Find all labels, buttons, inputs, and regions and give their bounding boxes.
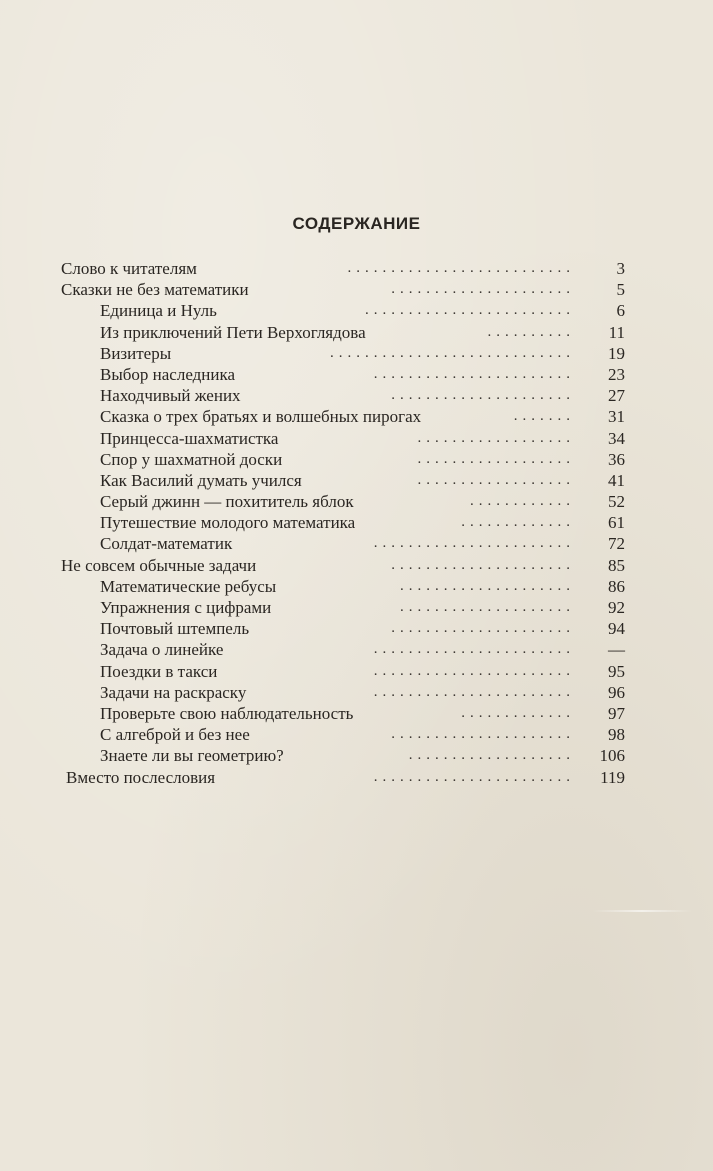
toc-entry xyxy=(0,491,713,512)
toc-page-number: 52 xyxy=(608,492,625,512)
dot-leader: ....................... xyxy=(373,768,575,785)
toc-entry xyxy=(0,745,713,766)
toc-page-number: 119 xyxy=(600,767,625,787)
toc-entry-title: Проверьте свою наблюдательность xyxy=(100,703,354,723)
dot-leader: ....................... xyxy=(373,683,575,700)
toc-entry-title: Математические ребусы xyxy=(100,576,277,596)
toc-page-number: 61 xyxy=(608,513,625,533)
dot-leader: ....................... xyxy=(373,662,575,679)
toc-entry xyxy=(0,322,713,343)
toc-page-number: 97 xyxy=(608,703,625,723)
toc-entry-title: Находчивый жених xyxy=(100,386,241,406)
toc-entry-title: Упражнения с цифрами xyxy=(100,598,272,617)
dot-leader: .......................... xyxy=(347,260,575,276)
toc-page-number: 34 xyxy=(608,428,625,448)
dot-leader: .......... xyxy=(487,323,575,340)
toc-entry-title: Не совсем обычные задачи xyxy=(61,555,257,575)
toc-entry-title: Задачи на раскраску xyxy=(100,682,247,702)
toc-entry-title: Вместо послесловия xyxy=(66,767,216,787)
dot-leader: ........................ xyxy=(365,302,575,319)
toc-page-number: 86 xyxy=(608,576,625,596)
dot-leader: ............................ xyxy=(330,344,575,361)
toc-entry xyxy=(0,533,713,554)
toc-page-number: 3 xyxy=(616,259,625,278)
toc-entry xyxy=(0,682,713,703)
toc-entry-title: Путешествие молодого математика xyxy=(100,513,356,533)
toc-entry xyxy=(0,576,713,597)
toc-page-number: 6 xyxy=(616,301,625,321)
toc-entry xyxy=(0,703,713,724)
toc-entry xyxy=(0,364,713,385)
toc-page-number: 5 xyxy=(616,280,625,300)
toc-entry-title: Спор у шахматной доски xyxy=(100,449,283,469)
contents-heading: СОДЕРЖАНИЕ xyxy=(292,214,421,233)
table-of-contents xyxy=(0,258,713,788)
toc-entry-title: Задача о линейке xyxy=(100,640,224,660)
dot-leader: .................... xyxy=(400,577,575,594)
toc-entry xyxy=(0,258,713,279)
toc-page-number: 11 xyxy=(608,322,625,342)
toc-page-number: 98 xyxy=(608,725,625,745)
dot-leader: ..................... xyxy=(391,281,575,298)
toc-entry xyxy=(0,470,713,491)
toc-entry-title: Серый джинн — похититель яблок xyxy=(100,492,354,512)
toc-page-number: 23 xyxy=(608,364,625,384)
dot-leader: ..................... xyxy=(391,726,575,743)
toc-entry-title: Выбор наследника xyxy=(100,364,236,384)
dot-leader: ..................... xyxy=(391,620,575,637)
dot-leader: .................. xyxy=(417,450,575,467)
toc-page-number: 96 xyxy=(608,682,625,702)
toc-page-number: 72 xyxy=(608,534,625,554)
toc-entry-title: Поездки в такси xyxy=(100,661,218,681)
dot-leader: ............ xyxy=(470,493,575,510)
toc-entry xyxy=(0,724,713,745)
toc-entry xyxy=(0,597,713,618)
dot-leader: ............. xyxy=(461,704,575,721)
toc-entry xyxy=(0,428,713,449)
dot-leader: .................. xyxy=(417,429,575,446)
toc-page-number: 85 xyxy=(608,555,625,575)
dot-leader: ................... xyxy=(408,747,575,764)
toc-page-number: 41 xyxy=(608,470,625,490)
toc-entry-title: Слово к читателям xyxy=(61,259,197,278)
toc-entry-title: Почтовый штемпель xyxy=(100,619,250,639)
toc-entry-title: Знаете ли вы геометрию? xyxy=(100,746,284,766)
dot-leader: ....... xyxy=(513,408,575,425)
toc-entry-title: Солдат-математик xyxy=(100,534,233,554)
toc-entry xyxy=(0,279,713,300)
toc-entry-title: С алгеброй и без нее xyxy=(100,725,250,745)
dot-leader: .................. xyxy=(417,471,575,488)
toc-entry xyxy=(0,449,713,470)
toc-entry xyxy=(0,343,713,364)
toc-entry xyxy=(0,555,713,576)
toc-entry xyxy=(0,385,713,406)
paper-scratch xyxy=(592,910,692,912)
toc-page-number: 31 xyxy=(608,407,625,427)
toc-entry-title: Единица и Нуль xyxy=(100,301,217,321)
toc-entry-title: Визитеры xyxy=(100,343,172,363)
toc-entry-title: Принцесса-шахматистка xyxy=(100,428,279,448)
toc-entry xyxy=(0,300,713,321)
toc-page-number: 27 xyxy=(608,386,625,406)
toc-entry xyxy=(0,661,713,682)
dot-leader: .................... xyxy=(400,599,575,615)
toc-page-number: 95 xyxy=(608,661,625,681)
dot-leader: ....................... xyxy=(373,535,575,552)
toc-entry-title: Сказка о трех братьях и волшебных пирогах xyxy=(100,407,422,427)
toc-entry-title: Из приключений Пети Верхоглядова xyxy=(100,322,366,342)
toc-page-number: — xyxy=(608,640,625,660)
toc-page-number: 36 xyxy=(608,449,625,469)
toc-entry-title: Как Василий думать учился xyxy=(100,470,302,490)
toc-page-number: 92 xyxy=(608,598,625,617)
toc-entry-title: Сказки не без математики xyxy=(61,280,249,300)
dot-leader: ..................... xyxy=(391,556,575,573)
toc-page-number: 19 xyxy=(608,343,625,363)
toc-entry xyxy=(0,406,713,427)
toc-entry xyxy=(0,618,713,639)
dot-leader: ............. xyxy=(461,514,575,531)
toc-entry xyxy=(0,512,713,533)
toc-page-number: 94 xyxy=(608,619,625,639)
dot-leader: ..................... xyxy=(391,387,575,404)
toc-entry xyxy=(0,767,713,788)
dot-leader: ....................... xyxy=(373,365,575,382)
toc-page-number: 106 xyxy=(599,746,625,766)
toc-entry xyxy=(0,639,713,660)
dot-leader: ....................... xyxy=(373,641,575,658)
